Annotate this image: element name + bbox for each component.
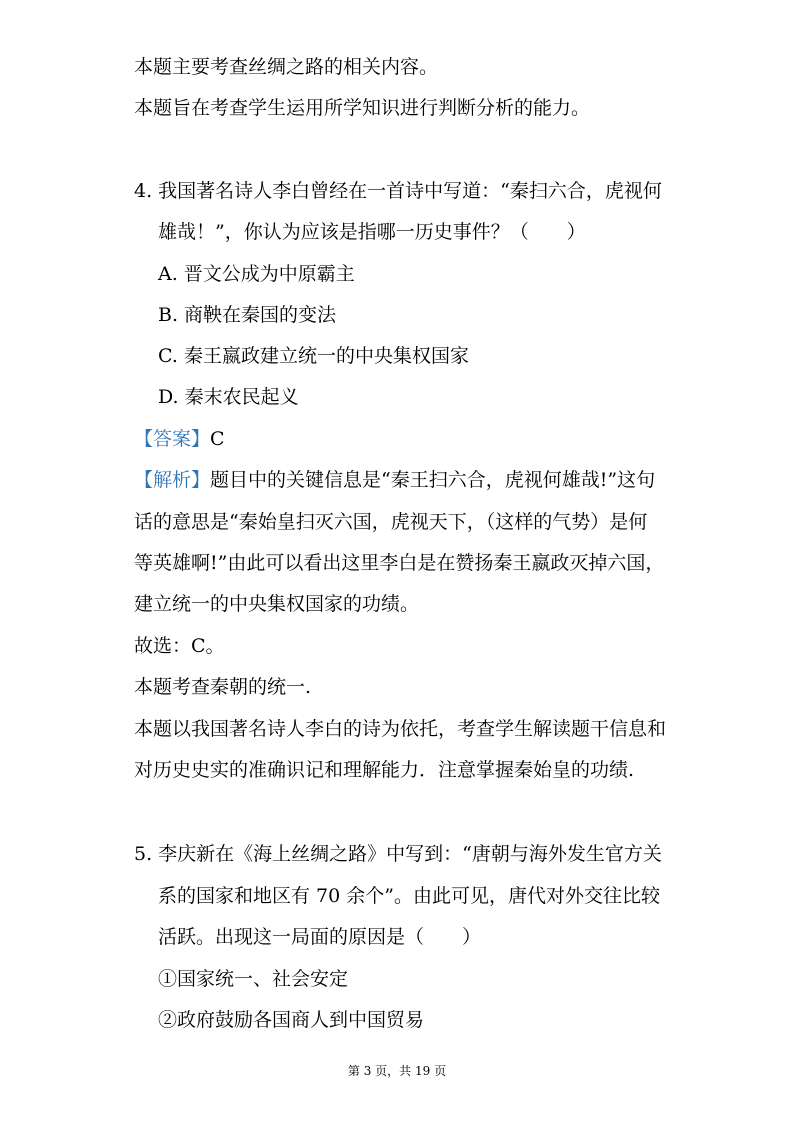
- q4-option-a: A. 晋文公成为中原霸主: [158, 263, 355, 285]
- q5-stem-line-1: 5. 李庆新在《海上丝绸之路》中写到：“唐朝与海外发生官方关: [134, 843, 662, 865]
- q4-analysis-line-2: 话的意思是“秦始皇扫灭六国，虎视天下，（这样的气势）是何: [134, 511, 648, 533]
- q4-choice: 故选：C。: [134, 635, 225, 657]
- q4-note-2-line-2: 对历史史实的准确识记和理解能力．注意掌握秦始皇的功绩.: [134, 759, 635, 781]
- answer-value: C: [210, 428, 225, 450]
- q5-stem-line-3: 活跃。出现这一局面的原因是（ ）: [158, 926, 482, 948]
- q4-analysis-line-3: 等英雄啊!”由此可以看出这里李白是在赞扬秦王嬴政灭掉六国，: [134, 552, 665, 574]
- q4-option-d: D. 秦末农民起义: [158, 386, 299, 408]
- q4-option-b: B. 商鞅在秦国的变法: [158, 304, 337, 326]
- analysis-tag: 【解析】: [134, 469, 211, 491]
- answer-tag: 【答案】: [134, 428, 211, 450]
- q4-note-2-line-1: 本题以我国著名诗人李白的诗为依托，考查学生解读题干信息和: [134, 718, 667, 740]
- q4-analysis-line-4: 建立统一的中央集权国家的功绩。: [134, 593, 420, 615]
- q4-stem-line-2: 雄哉！”，你认为应该是指哪一历史事件？（ ）: [158, 221, 586, 243]
- q5-stem-line-2: 系的国家和地区有 70 余个”。由此可见，唐代对外交往比较: [158, 885, 660, 907]
- page-footer: 第 3 页，共 19 页: [347, 1064, 447, 1078]
- intro-line-1: 本题主要考查丝绸之路的相关内容。: [134, 56, 439, 78]
- q4-stem-line-1: 4. 我国著名诗人李白曾经在一首诗中写道：“秦扫六合，虎视何: [134, 180, 662, 202]
- intro-line-2: 本题旨在考查学生运用所学知识进行判断分析的能力。: [134, 97, 591, 119]
- q4-answer-line: [134, 428, 225, 450]
- q4-option-c: C. 秦王嬴政建立统一的中央集权国家: [158, 345, 469, 367]
- q5-item-1: ①国家统一、社会安定: [158, 968, 349, 990]
- q4-analysis-line-1: [134, 469, 655, 491]
- q4-note-1: 本题考查秦朝的统一.: [134, 676, 312, 698]
- q5-item-2: ②政府鼓励各国商人到中国贸易: [158, 1009, 425, 1031]
- analysis-text-1: 题目中的关键信息是“秦王扫六合，虎视何雄哉!”这句: [210, 469, 656, 491]
